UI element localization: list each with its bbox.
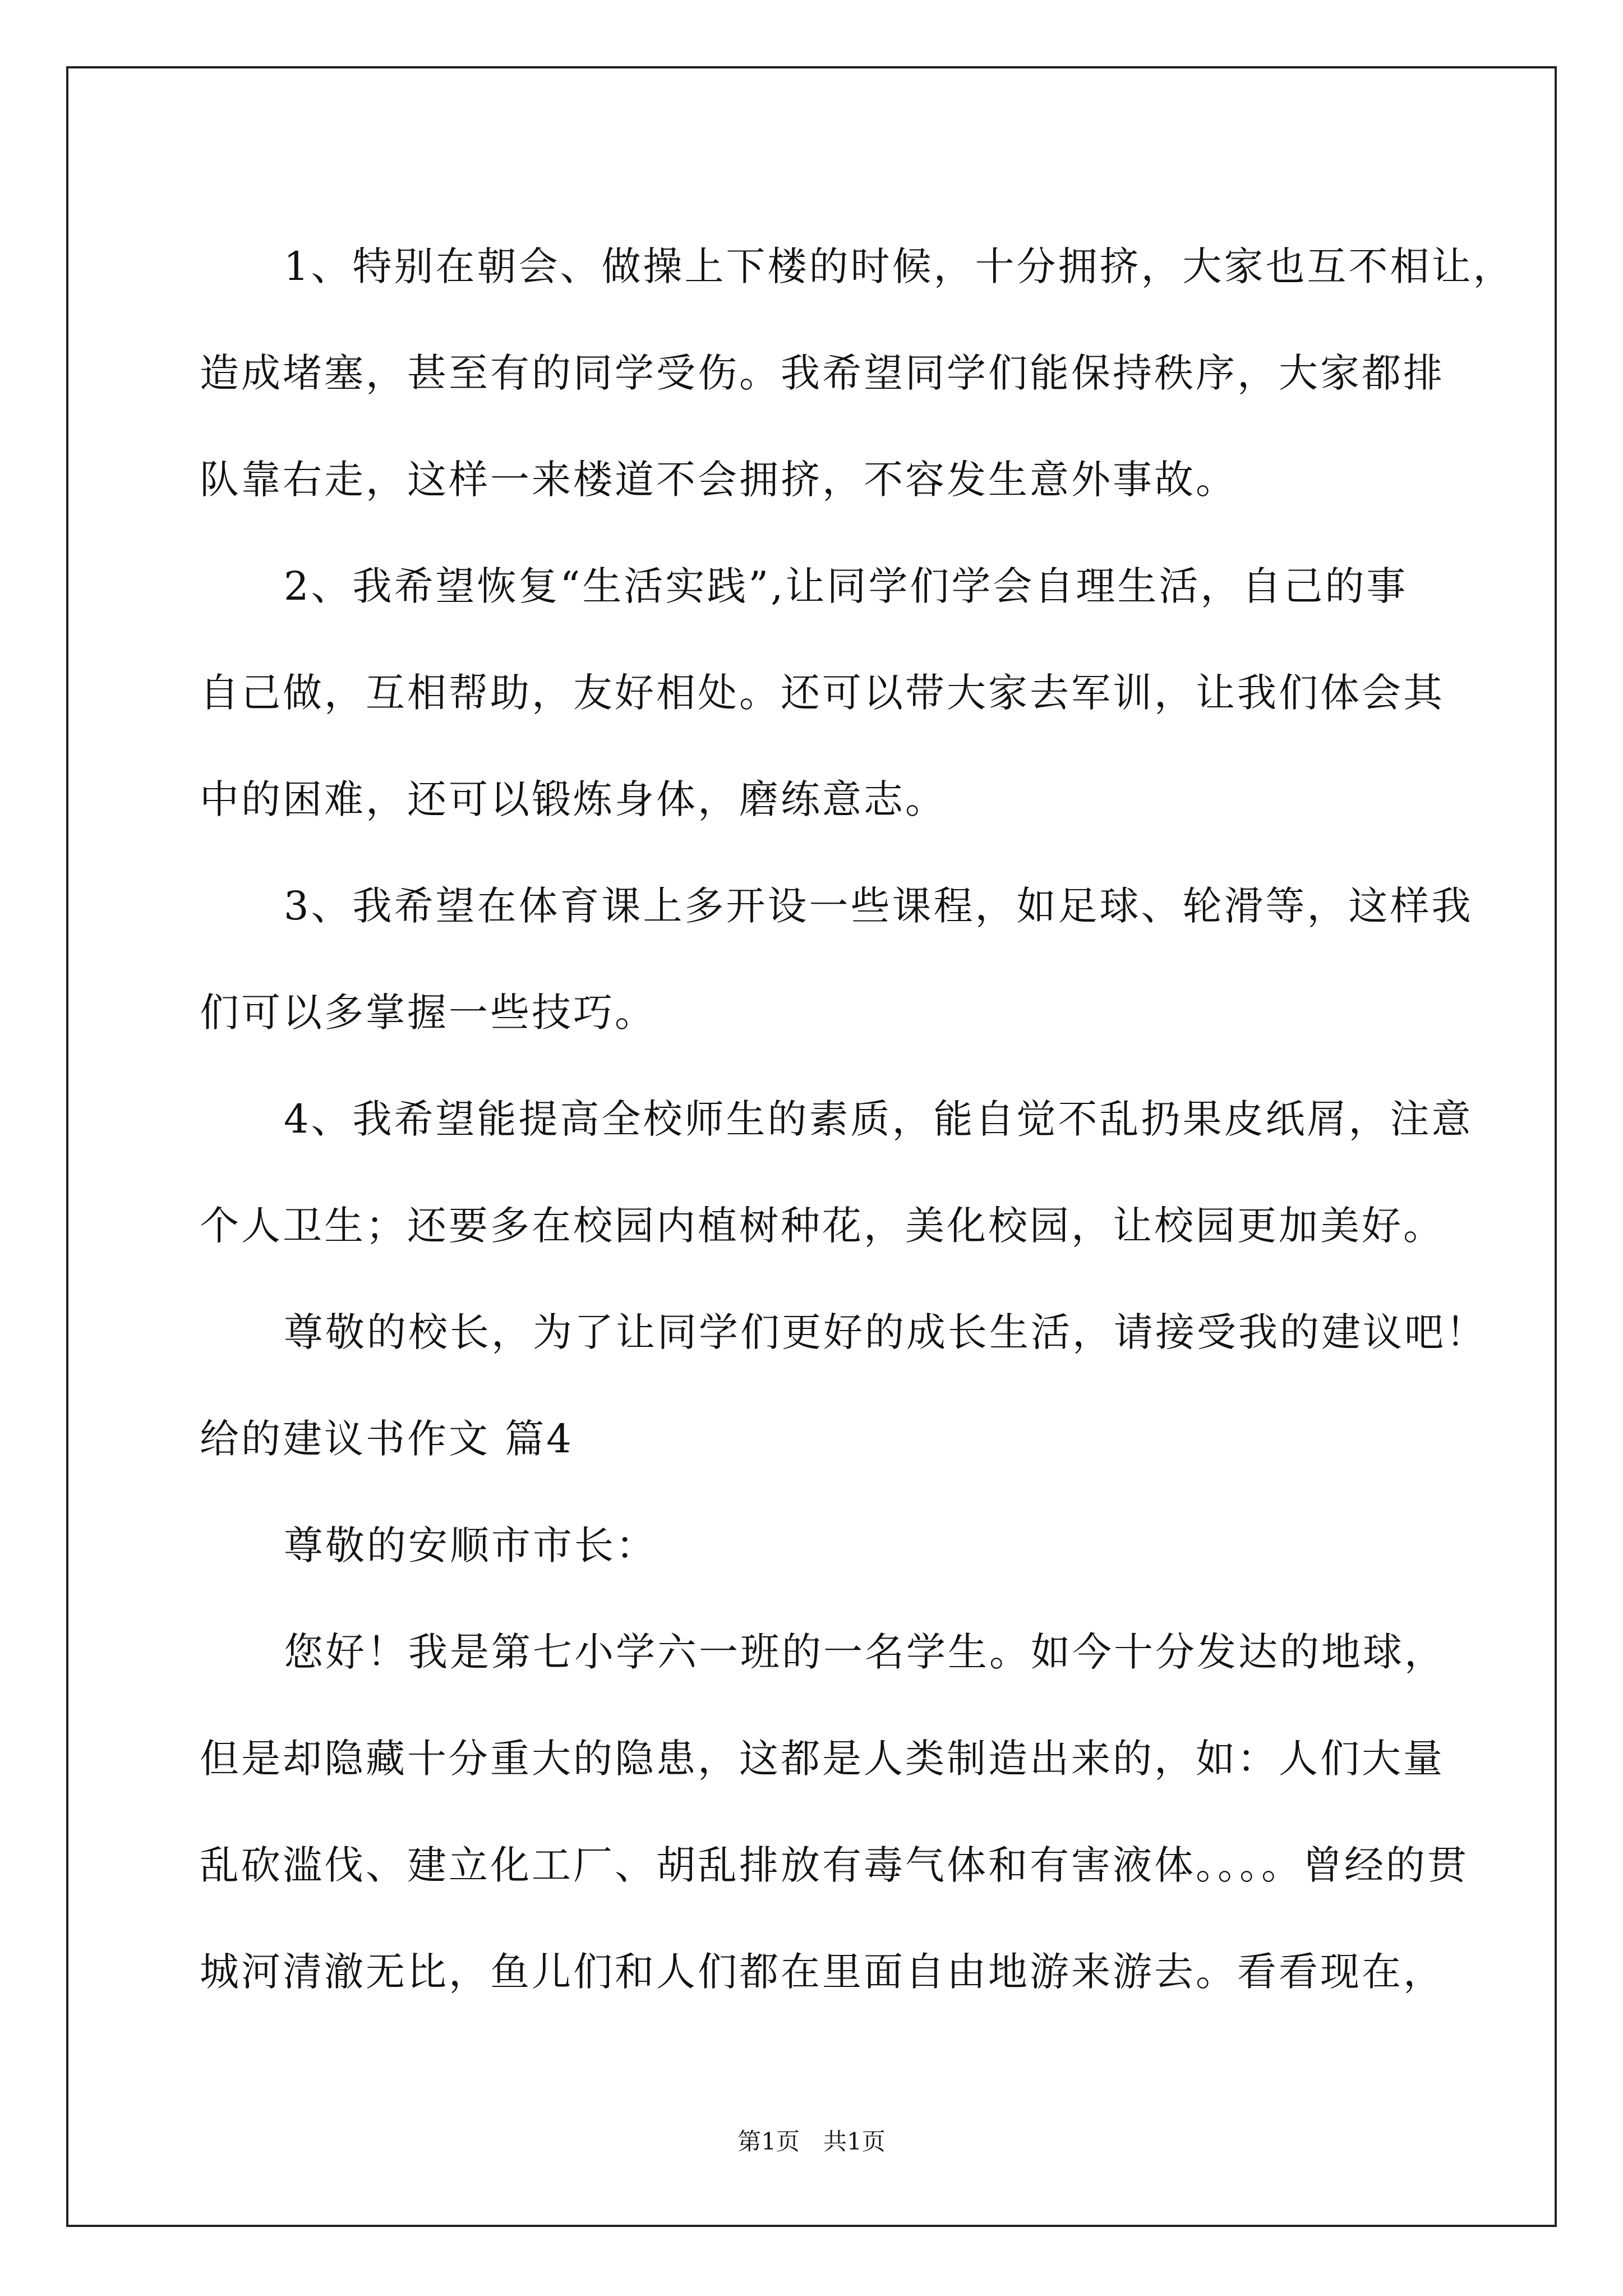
text-line: 4、我希望能提高全校师生的素质，能自觉不乱扔果皮纸屑，注意 [284,1096,1473,1142]
page-footer: 第1页 共1页 [737,2128,886,2155]
text-line: 造成堵塞，甚至有的同学受伤。我希望同学们能保持秩序，大家都排 [200,350,1445,396]
text-line: 们可以多掌握一些技巧。 [200,990,656,1036]
text-line: 自己做，互相帮助，友好相处。还可以带大家去军训，让我们体会其 [200,670,1445,716]
text-line: 1、特别在朝会、做操上下楼的时候，十分拥挤，大家也互不相让， [284,243,1515,289]
text-line: 2、我希望恢复“生活实践”,让同学们学会自理生活，自己的事 [284,563,1408,609]
text-line: 乱砍滥伐、建立化工厂、胡乱排放有毒气体和有害液体。。。。曾经的贯 [200,1842,1469,1888]
text-line: 中的困难，还可以锻炼身体，磨练意志。 [200,776,947,822]
section-heading: 给的建议书作文 篇4 [200,1416,574,1462]
text-line: 个人卫生；还要多在校园内植树种花，美化校园，让校园更加美好。 [200,1203,1445,1249]
text-line: 城河清澈无比，鱼儿们和人们都在里面自由地游来游去。看看现在， [200,1949,1445,1995]
text-line: 3、我希望在体育课上多开设一些课程，如足球、轮滑等，这样我 [284,883,1473,929]
text-line: 但是却隐藏十分重大的隐患，这都是人类制造出来的，如：人们大量 [200,1736,1445,1782]
text-line: 队靠右走，这样一来楼道不会拥挤，不容发生意外事故。 [200,457,1237,503]
text-line: 尊敬的校长，为了让同学们更好的成长生活，请接受我的建议吧！ [284,1309,1487,1355]
document-body [200,213,1515,2025]
salutation: 尊敬的安顺市市长： [284,1522,657,1568]
text-line: 您好！我是第七小学六一班的一名学生。如今十分发达的地球， [284,1629,1446,1675]
